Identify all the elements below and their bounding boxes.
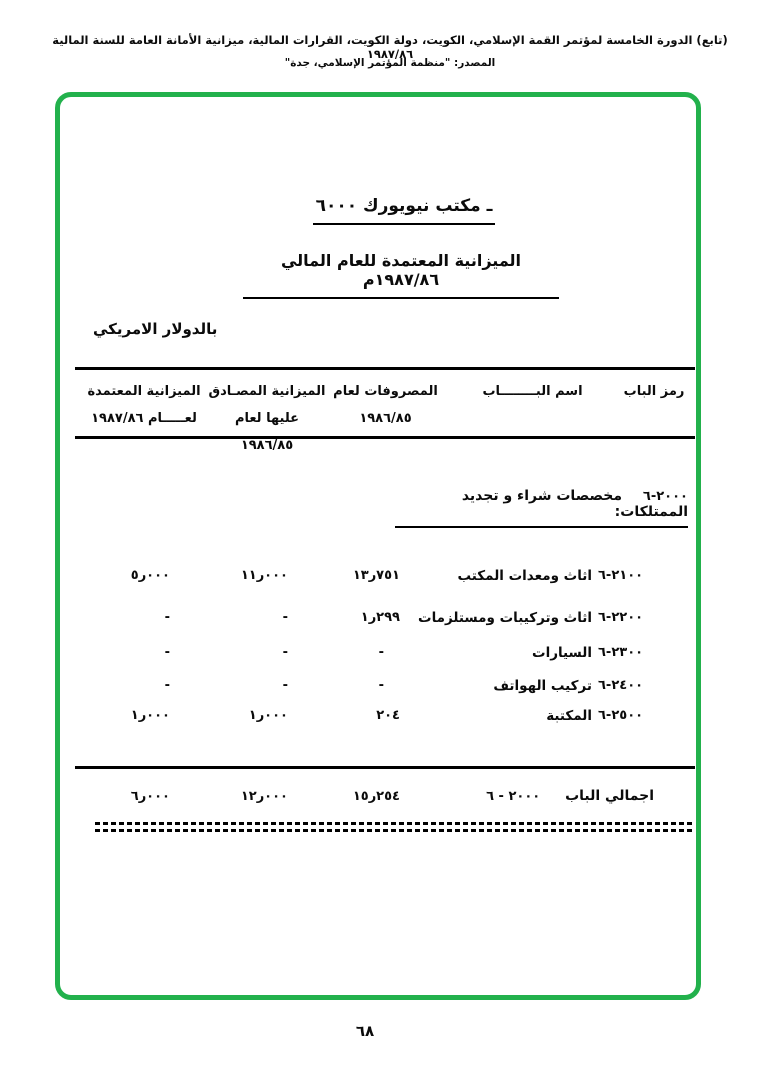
section-header bbox=[395, 488, 688, 528]
column-header-line1: اسم البــــــــاب bbox=[482, 384, 583, 399]
row-name: المكتبة bbox=[546, 708, 592, 724]
total-adopted-value: ٦ر٠٠٠ bbox=[130, 789, 170, 804]
report-header-line2: المصدر: "منظمة المؤتمر الإسلامي، جدة" bbox=[284, 57, 496, 69]
column-header-approved bbox=[208, 378, 326, 459]
row-adopted-value: - bbox=[164, 610, 170, 625]
row-name: اثاث ومعدات المكتب bbox=[457, 568, 592, 584]
row-approved-value: - bbox=[282, 678, 288, 693]
total-expenses-value: ١٥ر٢٥٤ bbox=[352, 789, 400, 804]
row-adopted-value: ١ر٠٠٠ bbox=[130, 708, 170, 723]
row-adopted-value: - bbox=[164, 678, 170, 693]
row-code: ٦-٢٤٠٠ bbox=[598, 678, 644, 693]
column-header-name bbox=[455, 378, 610, 405]
table-top-rule bbox=[75, 367, 695, 370]
row-name: السيارات bbox=[532, 645, 592, 661]
total-label-text: اجمالي الباب bbox=[565, 788, 654, 804]
row-adopted-value: ٥ر٠٠٠ bbox=[130, 568, 170, 583]
row-name: تركيب الهواتف bbox=[493, 678, 592, 694]
document-subtitle: الميزانية المعتمدة للعام المالي ١٩٨٧/٨٦م bbox=[243, 251, 559, 299]
row-expenses-value: ١٣ر٧٥١ bbox=[352, 568, 400, 583]
page-number: ٦٨ bbox=[355, 1022, 375, 1040]
total-approved-value: ١٢ر٠٠٠ bbox=[240, 789, 288, 804]
header-bottom-rule bbox=[75, 436, 695, 439]
row-expenses-value: ٢٠٤ bbox=[376, 708, 400, 723]
row-approved-value: - bbox=[282, 645, 288, 660]
column-header-line1: المصروفات لعام bbox=[333, 384, 438, 399]
column-header-line2: ١٩٨٦/٨٥ bbox=[359, 411, 412, 426]
row-code: ٦-٢٢٠٠ bbox=[598, 610, 644, 625]
column-header-adopted bbox=[83, 378, 205, 432]
column-header-expenses bbox=[328, 378, 443, 432]
section-code: ٦-٢٠٠٠ bbox=[642, 489, 688, 504]
column-header-line2: لعـــــام ١٩٨٧/٨٦ bbox=[91, 411, 197, 426]
document-title bbox=[313, 196, 495, 225]
row-adopted-value: - bbox=[164, 645, 170, 660]
row-approved-value: ١١ر٠٠٠ bbox=[240, 568, 288, 583]
column-header-line1: الميزانية المصـادق bbox=[208, 384, 326, 399]
table-row bbox=[0, 568, 758, 592]
section-label: مخصصات شراء و تجديد الممتلكات: bbox=[461, 488, 688, 520]
pre-total-rule bbox=[75, 766, 695, 769]
row-expenses-value: - bbox=[378, 678, 384, 693]
table-row bbox=[0, 610, 758, 634]
green-highlight-border bbox=[55, 92, 701, 1000]
row-name: اثاث وتركيبات ومستلزمات bbox=[418, 610, 592, 626]
total-chapter-code: ٦ - ٢٠٠٠ bbox=[486, 789, 541, 804]
report-header-line1: (تابع) الدورة الخامسة لمؤتمر القمة الإسلامي، الكويت، دولة الكويت، القرارات المالية، ميزانية الأمانة العامة للسنة المالية ١٩٨٧/٨٦ bbox=[52, 33, 728, 61]
column-header-code bbox=[612, 378, 696, 405]
row-approved-value: - bbox=[282, 610, 288, 625]
title-separator: ـ bbox=[486, 196, 493, 216]
table-row bbox=[0, 645, 758, 669]
column-header-line1: رمز الباب bbox=[623, 384, 685, 399]
row-code: ٦-٢٥٠٠ bbox=[598, 708, 644, 723]
row-expenses-value: - bbox=[378, 645, 384, 660]
row-code: ٦-٢٣٠٠ bbox=[598, 645, 644, 660]
table-row bbox=[0, 708, 758, 732]
table-closing-double-rule bbox=[95, 822, 695, 832]
office-code: ٦٠٠٠ bbox=[315, 196, 358, 216]
row-code: ٦-٢١٠٠ bbox=[598, 568, 644, 583]
column-header-line2: عليها لعام ١٩٨٦/٨٥ bbox=[234, 411, 300, 453]
office-name: مكتب نيويورك bbox=[363, 196, 481, 216]
row-expenses-value: ١ر٢٩٩ bbox=[360, 610, 400, 625]
row-approved-value: ١ر٠٠٠ bbox=[248, 708, 288, 723]
currency-note: بالدولار الامريكي bbox=[93, 320, 218, 338]
table-row bbox=[0, 678, 758, 702]
total-row-label bbox=[430, 788, 654, 804]
column-header-line1: الميزانية المعتمدة bbox=[87, 384, 201, 399]
